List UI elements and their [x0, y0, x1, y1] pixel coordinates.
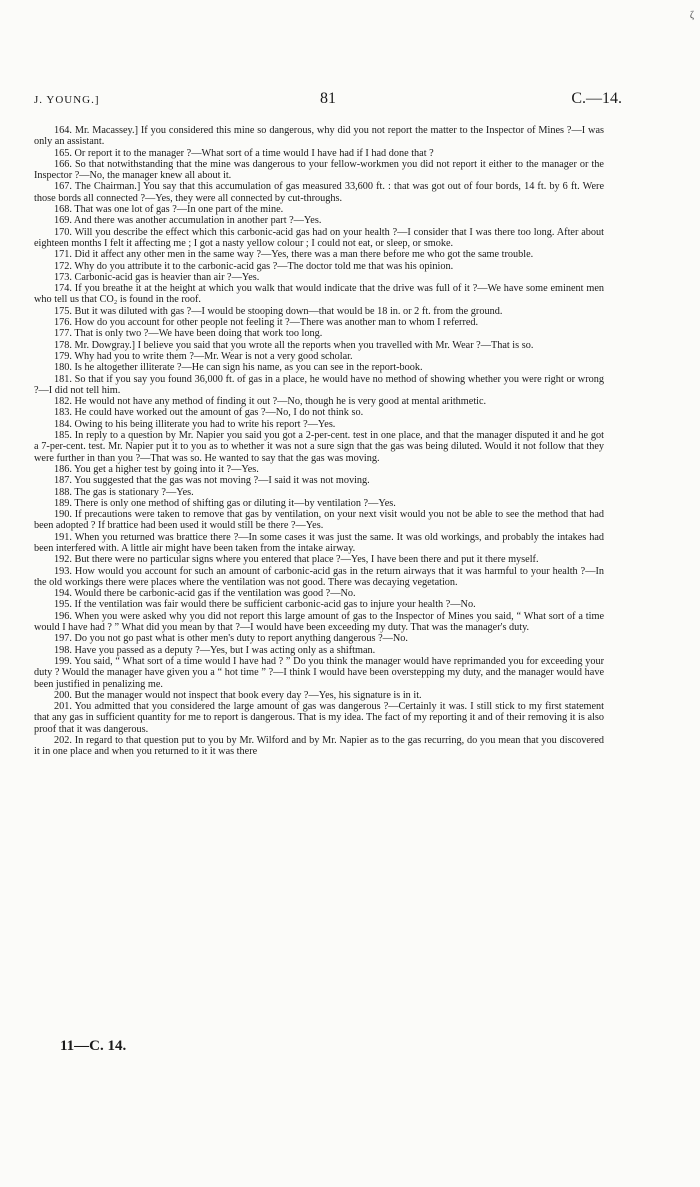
- question-paragraph: 169. And there was another accumulation in another part ?—Yes.: [54, 215, 322, 227]
- question-paragraph: 164. Mr. Macassey.] If you considered this mine so dangerous, why did you not report the matter to the Inspector of Mines ?—I was only an assistant.: [34, 125, 604, 148]
- signature-mark: 11—C. 14.: [60, 1038, 127, 1054]
- question-paragraph: 198. Have you passed as a deputy ?—Yes, but I was acting only as a shiftman.: [54, 644, 376, 656]
- question-paragraph: 173. Carbonic-acid gas is heavier than air ?—Yes.: [54, 271, 260, 283]
- question-paragraph: 186. You get a higher test by going into it ?—Yes.: [54, 463, 259, 475]
- question-paragraph: 165. Or report it to the manager ?—What sort of a time would I have had if I had done that ?: [54, 147, 434, 159]
- running-header: [34, 90, 622, 112]
- witness-name: J. YOUNG.]: [34, 94, 100, 106]
- question-paragraph: 183. He could have worked out the amount of gas ?—No, I do not think so.: [54, 407, 364, 419]
- question-paragraph: 195. If the ventilation was fair would there be sufficient carbonic-acid gas to injure your health ?—No.: [54, 599, 476, 611]
- question-paragraph: 190. If precautions were taken to remove that gas by ventilation, on your next visit would you not be able to see the method that had been adopted ? If brattice had been used it would still be there ?—Yes.: [34, 509, 604, 532]
- question-paragraph: 180. Is he altogether illiterate ?—He can sign his name, as you can see in the report-book.: [54, 362, 423, 374]
- question-paragraph: 177. That is only two ?—We have been doing that work too long.: [54, 328, 323, 340]
- question-paragraph: 181. So that if you say you found 36,000 ft. of gas in a place, he would have no method of showing whether you were right or wrong ?—I did not tell him.: [34, 373, 604, 396]
- question-paragraph: 194. Would there be carbonic-acid gas if the ventilation was good ?—No.: [54, 588, 356, 600]
- question-paragraph: 196. When you were asked why you did not report this large amount of gas to the Inspector of Mines you said, “ What sort of a time would I have had ? ” What did you mean by that ?—I would have been exceeding my duty. That was the manager's duty.: [34, 610, 604, 634]
- question-paragraph: 170. Will you describe the effect which this carbonic-acid gas had on your health ?—I consider that I was there too long. After about eighteen months I felt it affecting me ; I got a nasty yellow colour ; I could not eat, or sleep, or smoke.: [34, 226, 604, 249]
- question-paragraph: 176. How do you account for other people not feeling it ?—There was another man to whom I referred.: [54, 317, 479, 329]
- testimony-body: [34, 125, 604, 758]
- question-paragraph: 168. That was one lot of gas ?—In one part of the mine.: [54, 204, 284, 216]
- question-paragraph: 191. When you returned was brattice there ?—In some cases it was just the same. It was old workings, and probably the intakes had been interfered with. A little air might have been taken from the intake airway.: [34, 531, 604, 554]
- question-paragraph: 179. Why had you to write them ?—Mr. Wear is not a very good scholar.: [54, 350, 353, 362]
- question-paragraph: 200. But the manager would not inspect that book every day ?—Yes, his signature is in it.: [54, 689, 422, 701]
- question-paragraph: 175. But it was diluted with gas ?—I would be stooping down—that would be 18 in. or 2 ft. from the ground.: [54, 305, 503, 317]
- question-paragraph: 192. But there were no particular signs where you entered that place ?—Yes, I have been there and put it there myself.: [54, 554, 539, 566]
- question-paragraph: 187. You suggested that the gas was not moving ?—I said it was not moving.: [54, 475, 370, 487]
- question-paragraph: 193. How would you account for such an amount of carbonic-acid gas in the return airways that it was harmful to your health ?—In the old workings there were places where the ventilation was not good. There was decaying vegetation.: [34, 565, 604, 588]
- question-paragraph: 202. In regard to that question put to you by Mr. Wilford and by Mr. Napier as to the gas recurring, do you mean that you discovered it in one place and when you returned to it it was there: [34, 735, 604, 758]
- question-paragraph: 172. Why do you attribute it to the carbonic-acid gas ?—The doctor told me that was his opinion.: [54, 260, 454, 272]
- question-paragraph: 166. So that notwithstanding that the mine was dangerous to your fellow-workmen you did not report it either to the manager or the Inspector ?—No, the manager knew all about it.: [34, 158, 604, 182]
- question-paragraph: 189. There is only one method of shifting gas or diluting it—by ventilation ?—Yes.: [54, 497, 396, 509]
- question-paragraph: 178. Mr. Dowgray.] I believe you said that you wrote all the reports when you travelled with Mr. Wear ?—That is so.: [54, 339, 534, 351]
- question-paragraph: 184. Owing to his being illiterate you had to write his report ?—Yes.: [54, 418, 336, 430]
- question-paragraph: 167. The Chairman.] You say that this accumulation of gas measured 33,600 ft. : that was got out of four bords, 14 ft. by 6 ft. Were those bords all connected ?—Yes, they were all connected by cut-throughs.: [34, 181, 604, 204]
- question-paragraph: 197. Do you not go past what is other men's duty to report anything dangerous ?—No.: [54, 633, 408, 645]
- question-paragraph: 188. The gas is stationary ?—Yes.: [54, 486, 194, 498]
- question-paragraph: 185. In reply to a question by Mr. Napier you said you got a 2-per-cent. test in one place, and that the manager disputed it and he got a 7-per-cent. test. Mr. Napier put it to you as to whether it was not a sure sign that the gas was being diluted. Would it not follow that they were further in than you ?—That was so. He wanted to say that the gas was moving.: [34, 430, 604, 464]
- document-reference: C.—14.: [571, 90, 622, 107]
- question-paragraph: 182. He would not have any method of finding it out ?—No, though he is very good at mental arithmetic.: [54, 396, 487, 408]
- question-paragraph: 199. You said, “ What sort of a time would I have had ? ” Do you think the manager would have reprimanded you for exceeding your duty ? Would the manager have given you a “ hot time ” ?—I think I would have been overstepping my duty, and the manager would have been justified in penalizing me.: [34, 655, 604, 690]
- question-paragraph: 174. If you breathe it at the height at which you walk that would indicate that the drive was full of it ?—We have some eminent men who tell us that CO₂ is found in the roof.: [34, 283, 604, 306]
- margin-mark: ζ: [689, 10, 694, 21]
- page-number: 81: [320, 90, 336, 107]
- question-paragraph: 171. Did it affect any other men in the same way ?—Yes, there was a man there before me who got the same trouble.: [54, 249, 534, 261]
- question-paragraph: 201. You admitted that you considered the large amount of gas was dangerous ?—Certainly it was. I still stick to my first statement that any gas in sufficient quantity for me to report is dangerous. That is my idea. The fact of my reporting it and of their removing it is also proof that it was dangerous.: [34, 701, 604, 735]
